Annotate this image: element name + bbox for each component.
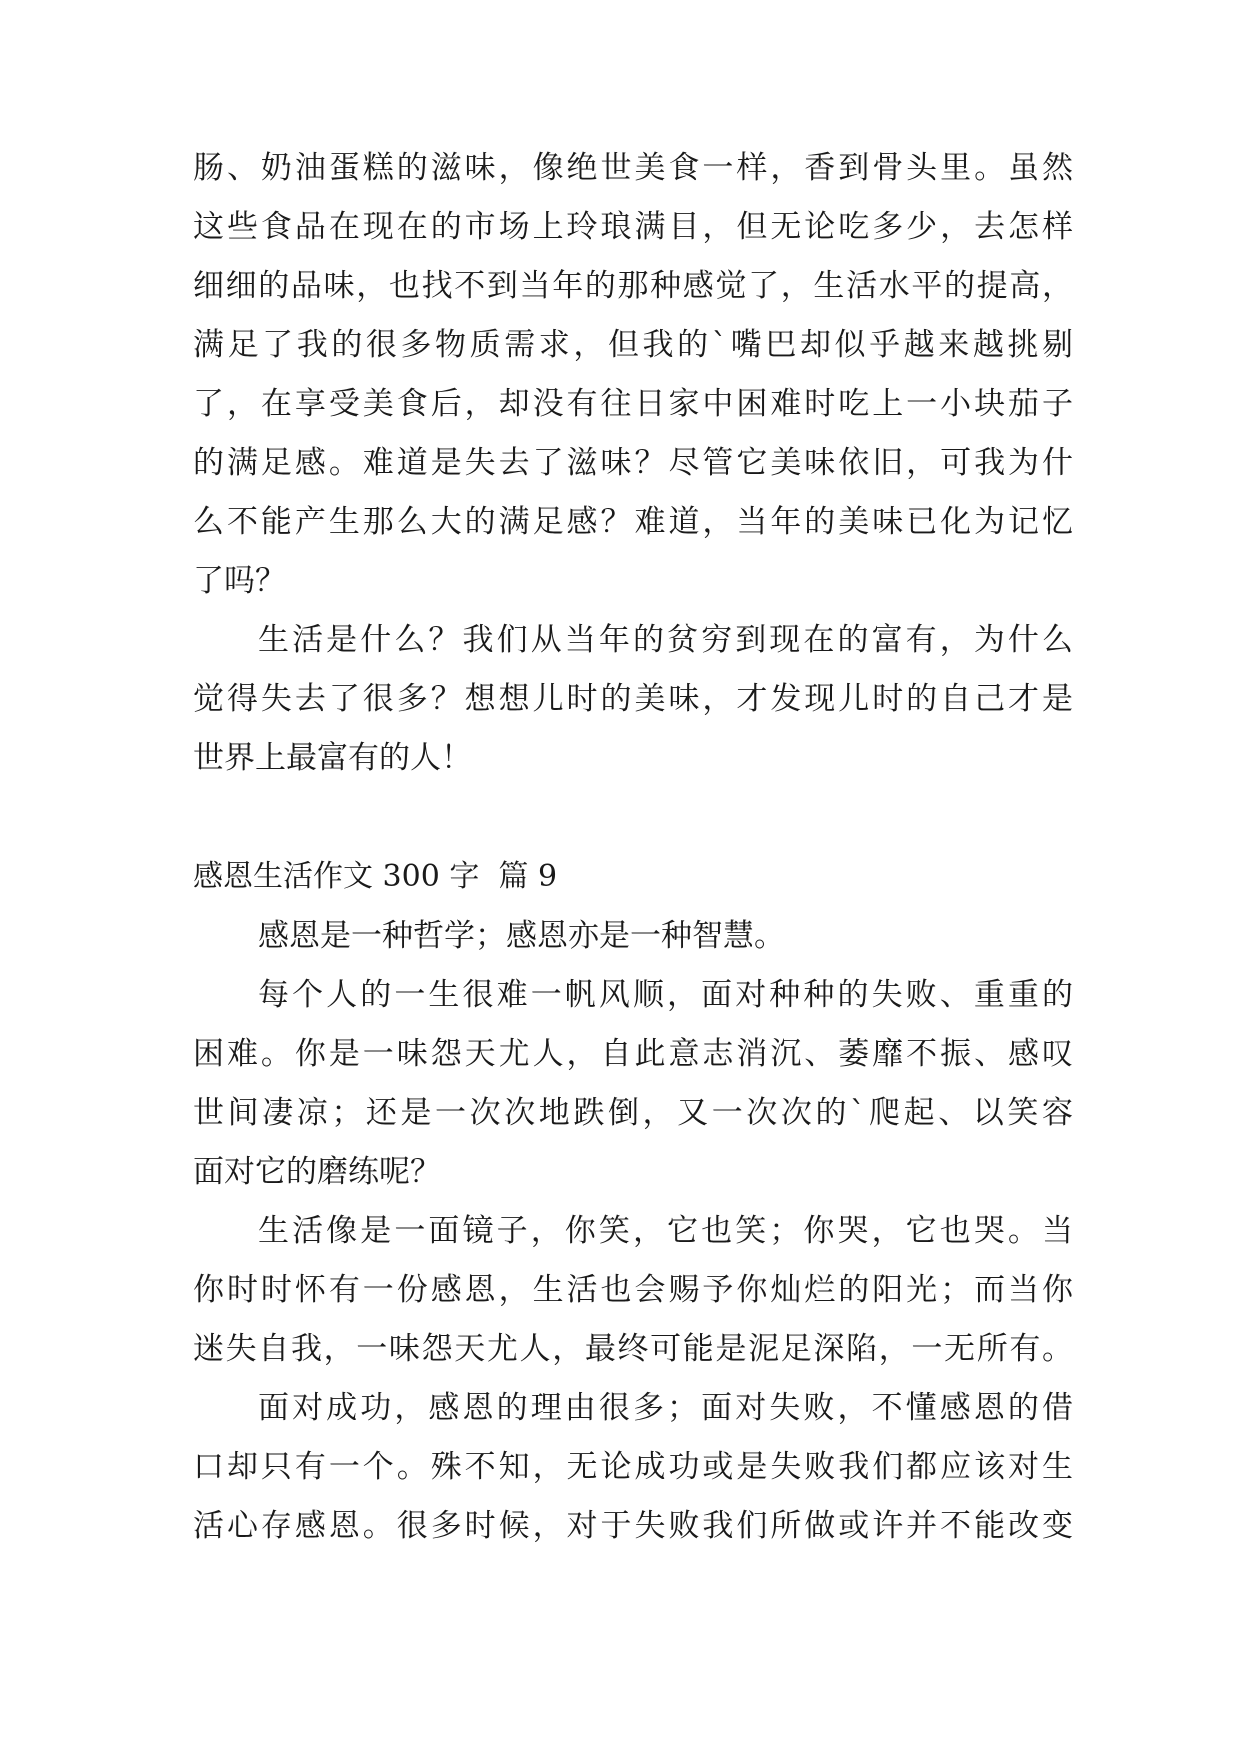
paragraph-line: 迷失自我，一味怨天尤人，最终可能是泥足深陷，一无所有。 bbox=[193, 1331, 1073, 1367]
paragraph-line: 世间凄凉；还是一次次地跌倒，又一次次的`爬起、以笑容 bbox=[193, 1095, 1073, 1131]
paragraph-line: 了吗？ bbox=[193, 563, 286, 599]
paragraph-line: 困难。你是一味怨天尤人，自此意志消沉、萎靡不振、感叹 bbox=[193, 1036, 1073, 1072]
paragraph-line: 细细的品味，也找不到当年的那种感觉了，生活水平的提高， bbox=[193, 268, 1073, 304]
paragraph-line: 满足了我的很多物质需求，但我的`嘴巴却似乎越来越挑剔 bbox=[193, 327, 1073, 363]
paragraph-line: 的满足感。难道是失去了滋味？尽管它美味依旧，可我为什 bbox=[193, 445, 1073, 481]
paragraph-line: 么不能产生那么大的满足感？难道，当年的美味已化为记忆 bbox=[193, 504, 1073, 540]
paragraph-line: 生活是什么？我们从当年的贫穷到现在的富有，为什么 bbox=[258, 622, 1073, 658]
section-heading: 感恩生活作文 300 字 篇 9 bbox=[193, 859, 558, 894]
paragraph-line: 面对成功，感恩的理由很多；面对失败，不懂感恩的借 bbox=[258, 1390, 1073, 1426]
paragraph-line: 世界上最富有的人！ bbox=[193, 740, 472, 776]
paragraph-line: 这些食品在现在的市场上玲琅满目，但无论吃多少，去怎样 bbox=[193, 209, 1073, 245]
paragraph-line: 觉得失去了很多？想想儿时的美味，才发现儿时的自己才是 bbox=[193, 681, 1073, 717]
paragraph-line: 活心存感恩。很多时候，对于失败我们所做或许并不能改变 bbox=[193, 1508, 1073, 1544]
paragraph-line: 感恩是一种哲学；感恩亦是一种智慧。 bbox=[258, 918, 785, 954]
paragraph-line: 每个人的一生很难一帆风顺，面对种种的失败、重重的 bbox=[258, 977, 1073, 1013]
paragraph-line: 了，在享受美食后，却没有往日家中困难时吃上一小块茄子 bbox=[193, 386, 1073, 422]
paragraph-line: 肠、奶油蛋糕的滋味，像绝世美食一样，香到骨头里。虽然 bbox=[193, 150, 1073, 186]
paragraph-line: 你时时怀有一份感恩，生活也会赐予你灿烂的阳光；而当你 bbox=[193, 1272, 1073, 1308]
paragraph-line: 生活像是一面镜子，你笑，它也笑；你哭，它也哭。当 bbox=[258, 1213, 1073, 1249]
paragraph-line: 口却只有一个。殊不知，无论成功或是失败我们都应该对生 bbox=[193, 1449, 1073, 1485]
paragraph-line: 面对它的磨练呢？ bbox=[193, 1154, 441, 1190]
